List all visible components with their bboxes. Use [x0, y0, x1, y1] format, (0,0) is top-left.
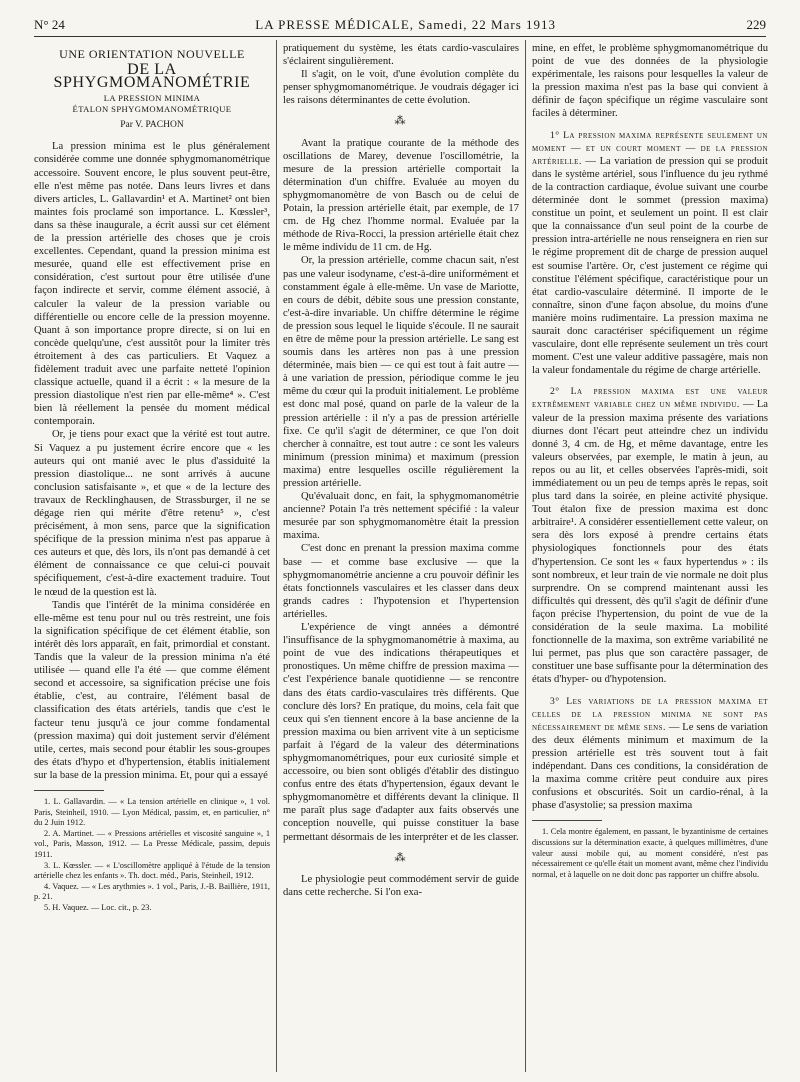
article-subtitle: ÉTALON SPHYGMOMANOMÉTRIQUE	[72, 104, 232, 115]
section-heading: 2° La pression maxima est une valeur extrêmement variable chez un même individu.	[532, 386, 768, 411]
footnote: 1. L. Gallavardin. — « La tension artérielle en clinique », 1 vol. Paris, Steinheil, 1910. — Lyon Médical, passim, et, en particulier, n° du 2 Juin 1912.	[34, 796, 270, 828]
article-byline: Par V. PACHON	[120, 120, 184, 131]
paragraph: pratiquement du système, les états cardio-vasculaires s'éclairent singulièrement.	[283, 43, 519, 68]
article-kicker: UNE ORIENTATION NOUVELLE	[59, 47, 245, 61]
section-paragraph	[532, 129, 768, 378]
paragraph: Avant la pratique courante de la méthode des oscillations de Marey, devenue l'oscillométrie, la mesure de la pression artérielle comportait la détermination d'un chiffre. Evaluée au moyen du sphygmomanomètre de von Basch ou de celui de Potain, la pression artérielle était, par exemple, de 17 cm. de Hg chez l'homme normal. Evaluée par la méthode de Riva-Rocci, la pression artérielle était chez le même individu de 11 cm. de Hg.	[283, 137, 519, 254]
footnote: 4. Vaquez. — « Les arythmies ». 1 vol., Paris, J.-B. Baillière, 1911, p. 21.	[34, 881, 270, 902]
article-title: DE LA SPHYGMOMANOMÉTRIE	[53, 61, 251, 92]
footnote: 3. L. Kœssler. — « L'oscillomètre appliqué à l'étude de la tension artérielle chez les enfants ». Th. doct. méd., Paris, Steinheil, 1912.	[34, 860, 270, 881]
paragraph: Or, la pression artérielle, comme chacun sait, n'est pas une valeur isodyname, c'est-à-dire uniformément et constamment égale à elle-même. Un vase de Mariotte, en cours de débit, débite sous une pression constante, c'est-à-dire invariable. Un chiffre détermine le régime de pression sous lequel le liquide s'écoule. Il ne saurait en être de même pour la pression artérielle. Le sang est soumis dans les artères non pas à une pression déterminée, mais bien — ce qui est tout à fait autre — à une variation de pression, périodique comme le jeu même du cœur qui la produit initialement. Le problème est donc mal posé, quand on parle de la valeur de la pression artérielle : il n'y a pas de pression artérielle fixe. Ce qu'il s'agit de déterminer, ce que l'on doit chercher à connaître, est tout autre : ce sont les valeurs minimum (pression minima) et maximum (pression maxima) entre lesquelles oscille régulièrement la pression artérielle.	[283, 255, 519, 489]
section-heading: 3° Les variations de la pression maxima et celles de la pression minima ne sont pas nécessairement de même sens.	[532, 695, 768, 733]
column-rule	[276, 40, 277, 1072]
paragraph: Qu'évaluait donc, en fait, la sphygmomanométrie ancienne? Potain l'a très nettement spécifié : la valeur mesurée par son sphygmomanomètre était la pression maxima.	[283, 491, 519, 542]
paragraph: Tandis que l'intérêt de la minima considérée en elle-même est tenu pour nul ou très restreint, une fois la signification spécifique de cet élément établie, son intérêt dès lors apparaît, en fait, primordial et constant. Tandis que la valeur de la pression minima n'a été utilisée — quand elle l'a été — que comme élément second et accessoire, sa signification précise une fois établie, c'est, au contraire, l'élément basal de classification des états artériels, tandis que c'est le facteur tenu jusqu'à ce jour comme fondamental (pression maxima) qui doit justement servir d'élément utile, certes, mais second pour établir les sous-groupes des états d'hypo et d'hypertension, établis initialement sur la base de la pression minima. Et, pour qui a essayé	[34, 599, 270, 781]
paragraph: Il s'agit, on le voit, d'une évolution complète du penser sphygmomanométrique. Je voudrais dégager ici les raisons déterminantes de cette évolution.	[283, 69, 519, 107]
column-3	[532, 42, 768, 1074]
article-title-block	[34, 48, 270, 132]
footnote: 5. H. Vaquez. — Loc. cit., p. 23.	[44, 902, 152, 912]
paragraph: Or, je tiens pour exact que la vérité est tout autre. Si Vaquez a pu justement écrire encore que « les auteurs qui ont manié avec le plus d'assiduité la pression diastolique... ne sont arrivés à aucune conclusion satisfaisante », et que « de la lecture des travaux de Recklinghausen, de Strassburger, il ne se dégage rien qui mérite d'être retenu⁵ », c'est précisément, à mon sens, parce que la signification spécifique de la pression minima n'est pas apparue à ces auteurs et que, dès lors, ils n'ont pas demandé à cet élément de connaissance ce que celui-ci pouvait spécifiquement, c'est-à-dire exactement traduire. Tout le nœud de la question est là.	[34, 429, 270, 598]
footnote: 2. A. Martinet. — « Pressions artérielles et viscosité sanguine », 1 vol., Paris, Masson, 1912. — La Presse Médicale, passim, depuis 1911.	[34, 828, 270, 859]
publication-title: LA PRESSE MÉDICALE, Samedi, 22 Mars 1913	[255, 17, 557, 32]
footnotes	[532, 827, 768, 880]
paragraph: C'est donc en prenant la pression maxima comme base — et comme base exclusive — que la sphygmomanométrie ancienne a cru pouvoir définir les états fonctionnels vasculaires et les classer dans deux grands cadres : l'hypotension et l'hypertension artérielles.	[283, 543, 519, 620]
section-paragraph	[532, 385, 768, 686]
section-text: — Le sens de variation des deux éléments minimum et maximum de la pression artérielle est très souvent tout à fait indépendant. Dans ces conditions, la considération de la maxima comme critère peut conduire aux pires confusions et obscurités. Soit un cardio-rénal, à la phase d'asystolie; sa pression maxima	[532, 721, 768, 812]
page-number: 229	[746, 17, 766, 32]
article-subtitle: LA PRESSION MINIMA	[103, 93, 201, 104]
section-ornament: ⁂	[394, 851, 408, 864]
section-paragraph	[532, 695, 768, 813]
section-text: — La variation de pression qui se produit dans le système artériel, sous l'influence du jeu rythmé de la contraction cardiaque, évolue suivant une courbe déterminée dont le sommet (pression maxima) constitue un point, et seulement un point. Il est clair que la connaissance d'un seul point de la courbe de pression intra-artérielle ne nous renseignera en rien sur le régime proprement dit de charge de pression auquel est soumise l'artère. Or, c'est justement ce régime qui constitue l'élément spécifique, caractéristique pour un état cardio-vasculaire déterminé. Il importe de le connaître, sinon d'une façon absolue, du moins d'une manière moins rudimentaire. La pression maxima ne saurait donc caractériser spécifiquement un régime vasculaire, dont elle représente seulement un très court moment. C'est une valeur additive passagère, mais non la valeur fondamentale du régime de charge artérielle.	[532, 155, 768, 377]
paragraph: Le physiologie peut commodément servir de guide dans cette recherche. Si l'on exa-	[283, 873, 519, 898]
issue-number: N° 24	[34, 17, 65, 32]
column-rule	[525, 40, 526, 1072]
column-1	[34, 42, 270, 1074]
page-header	[34, 14, 766, 37]
paragraph: La pression minima est le plus généralement considérée comme une donnée sphygmomanométrique accessoire. Souvent encore, le plus souvent peut-être, elle n'est même pas notée. Dans leurs livres et dans divers articles, L. Gallavardin¹ et A. Martinet² ont bien maintes fois proclamé son importance. L. Kœssler³, dans sa thèse inaugurale, a écrit aussi sur cet élément de la pression artérielle des choses que je crois excellentes. Cependant, quand la pression minima est mesurée, quand elle est effectivement prise en considération, c'est surtout pour être utilisée d'une façon indirecte et servir, comme élément associé, à calculer la valeur de la pression variable ou différentielle ou encore celle de la pression moyenne. Quant à son importance propre directe, si on lui en concède quelqu'une, c'est aussitôt pour la limiter très étroitement à des cas particuliers. Et Vaquez a fidèlement traduit avec une parfaite netteté l'opinion classique actuelle, quand il a écrit : « la mesure de la pression diastolique n'est rien par elle-même⁴ ». C'est bien là réellement la pensée du moment médical contemporain.	[34, 141, 270, 428]
footnote-separator	[532, 820, 602, 821]
paragraph: mine, en effet, le problème sphygmomanométrique du point de vue des données de la physiologie expérimentale, les raisons pour lesquelles la valeur de la pression maxima n'est pas la base qui convient à définir de façon spécifique un régime vasculaire sont faciles à déterminer.	[532, 43, 768, 120]
column-2	[283, 42, 519, 1074]
footnote: 1. Cela montre également, en passant, le byzantinisme de certaines discussions sur la détermination exacte, à quelques millimètres, d'une valeur aussi mobile qui, au moment considéré, n'est pas nécessairement ce qu'elle était un moment avant, même chez l'individu normal, et à laquelle on ne doit donc pas rapporter un chiffre absolu.	[532, 827, 768, 879]
footnote-separator	[34, 790, 104, 791]
section-text: — La valeur de la pression maxima présente des variations diurnes dont l'écart peut atteindre chez un individu donné 3, 4 cm. de Hg, et même davantage, entre les valeurs observées, par exemple, le matin à jeun, au repos ou au lit, et celles observées l'après-midi, soit immédiatement ou un peu de temps après le repas, soit plus tard dans la soirée, en pleine activité physique. Tout étalon fixe de pression maxima est donc arbitraire¹. A considérer essentiellement cette valeur, on sera dès lors exposé à prendre certains états physiologiques fonctionnels pour des états d'hypertension. Ce sont les « faux hypertendus » : ils sont nombreux, et leur train de vie normale ne doit plus surprendre. On se comprend maintenant aussi les difficultés qui dressent, dès qu'il s'agit de définir d'une façon précise l'hypertension, du point de vue de la considération de la seule maxima. La mobilité fonctionnelle de la maxima, son extrême variabilité ne lui permet, pas plus que son caractère passager, de constituer une base suffisante pour la détermination des états d'hyper- ou d'hypotension.	[532, 399, 768, 686]
paragraph: L'expérience de vingt années a démontré l'insuffisance de la sphygmomanométrie à maxima, au point de vue des indications thérapeutiques et pronostiques. Un même chiffre de pression maxima — c'est l'expérience banale quotidienne — se rencontre dans des états cardio-vasculaires très différents. Que conclure dès lors? En pratique, du moins, cela fait que ceux qui s'en tiennent encore à la base ancienne de la pression maxima ou bien arrivent vite à un septicisme parfait à l'égard de la valeur des déterminations sphygmomanométriques, pour eux curiosité simple et accessoire, ou bien sont obligés d'établir des distinguo confus entre des états d'hypertension, égaux devant le sphygmomanomètre et différents devant la clinique. Il me paraît plus sage d'adapter aux faits observés une conception nouvelle, qui puisse constituer la base permettant désormais de les interpréter et de les classer.	[283, 622, 519, 843]
section-ornament: ⁂	[394, 115, 408, 128]
section-heading: 1° La pression maxima représente seulement un moment — et un court moment — de la pression artérielle.	[532, 129, 768, 167]
footnotes	[34, 797, 270, 914]
